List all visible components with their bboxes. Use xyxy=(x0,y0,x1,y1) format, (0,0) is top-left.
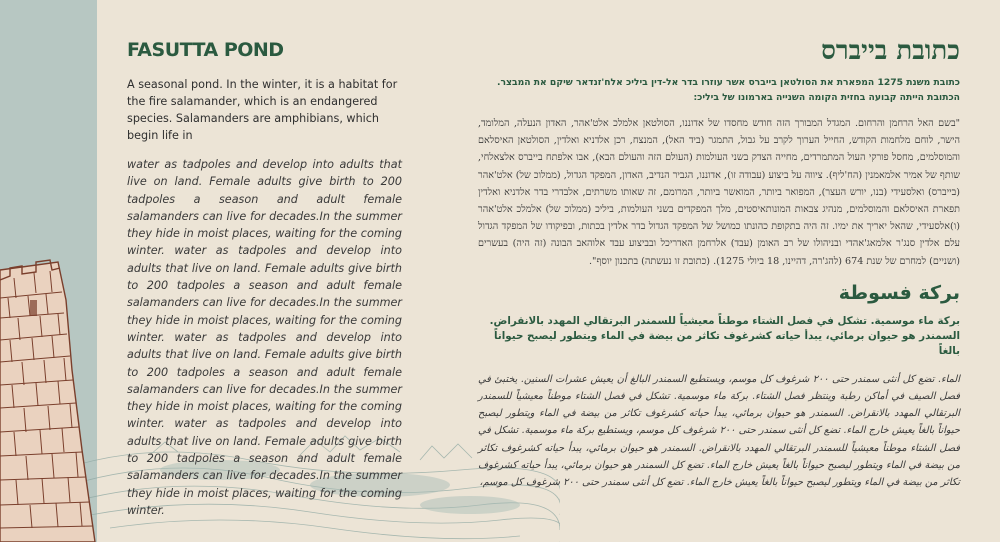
english-column xyxy=(127,38,402,519)
hebrew-lead-paragraph: כתובת משנת 1275 המפארת את הסולטאן בייברס אשר עוזרו בדר אל-דין ביליכ אלח'זנדאר שיקם את המבצר. הכתובת הייתה קבועה בחזית הקומה השנייה בארמונו של ביליכ: xyxy=(496,77,960,103)
english-body-paragraph: water as tadpoles and develop into adults that live on land. Female adults give birth to 200 tadpoles a season and adult female salamanders can live for decades.In the summer they hide in moist places, waiting for the coming winter. water as tadpoles and develop into adults that live on land. Female adults give birth to 200 tadpoles a season and adult female salamanders can live for decades.In the summer they hide in moist places, waiting for the coming winter. water as tadpoles and develop into adults that live on land. Female adults give birth to 200 tadpoles a season and adult female salamanders can live for decades.In the summer they hide in moist places, waiting for the coming winter. water as tadpoles and develop into adults that live on land. Female adults give birth to 200 tadpoles a season and adult female salamanders can live for decades.In the summer they hide in moist places, waiting for the coming winter. xyxy=(127,158,402,517)
arabic-body-paragraph: الماء. تضع كل أنثى سمندر حتى ٢٠٠ شرغوف كل موسم، ويستطيع السمندر البالغ أن يعيش عشرات السنين. يختبئ في فصل الصيف في أماكن رطبة وينتظر فصل الشتاء. بركة ماء موسمية. تشكل في فصل الشتاء موطناً معيشياً للسمندر البرتقالي المهدد بالانقراض. السمندر هو حيوان برمائي، يبدأ حياته كشرغوف تكاثر من بيضة في الماء ويتطور ليصبح حيواناً بالغاً يعيش خارج الماء. تضع كل أنثى سمندر حتى ٢٠٠ شرغوف كل موسم، ويستطيع بركة ماء موسمية. تشكل في فصل الشتاء موطناً معيشياً للسمندر البرتقالي المهدد بالانقراض. السمندر هو حيوان برمائي، يبدأ حياته كشرغوف تكاثر من بيضة في الماء ويتطور ليصبح حيواناً بالغاً يعيش خارج الماء. تضع كل السمندر هو حيوان برمائي، يبدأ حياته كشرغوف تكاثر من بيضة في الماء ويتطور ليصبح حيواناً بالغاً يعيش خارج الماء. تضع كل أنثى سمندر حتى ٢٠٠ شرغوف كل موسم، xyxy=(478,373,960,489)
english-title: FASUTTA POND xyxy=(127,39,284,61)
arabic-title: بركة فسوطة xyxy=(838,281,960,304)
hebrew-title: כתובת בייברס xyxy=(821,36,960,66)
hebrew-arabic-column xyxy=(478,36,960,491)
english-lead-paragraph: A seasonal pond. In the winter, it is a habitat for the fire salamander, which is an endangered species. Salamanders are amphibians, which begin life in xyxy=(127,78,398,142)
arabic-lead-paragraph: بركة ماء موسمية. تشكل في فصل الشتاء موطناً معيشياً للسمندر البرتقالي المهدد بالانقراض. السمندر هو حيوان برمائي، يبدأ حياته كشرغوف تكاثر من بيضة في الماء ويتطور ليصبح حيواناً بالغاً xyxy=(489,314,960,357)
hebrew-body-paragraph: "בשם האל הרחמן והרחום. המגדל המבורך הזה חודש מחסדו של אדוננו, הסולטאן אלמלכ אלט'אהר, האדון הנעלה, המלומד, הישר, לוחם מלחמות הקודש, החייל הערוך לקרב על גבול, התמגר (ביד האל), המנצח, רכן אלדניא ואלדין, הסולטאן האיסלאם והמוסלמים, מחסל פורקי העול המתמרדים, מחייה הצדק בשני העולמות (העולם הזה והעולם הבא), אבו אלפתח בייברס אלצאלחי, שותף של אמיר אלמאמנין (הח'ליף). ציווה על ביצוע (עבודה זו), אדוננו, הגביר הנדיב, האדון, המפקד הגדול, (ממלוכ של) אלט'אהר (בייברס) ואלסעידי (בנו, יורש העצר), המפואר ביותר, המואשר ביותר, המרומם, זה שאותו משרתים, אלבדרי בדר אלדניא ואלדין תפארת האיסלאם והמוסלמים, מנהיג צבאות המונותאיסטים, מלך המפקדים בשני העולמות, ביליכ (ממלוכ של) אלמלכ אלט'אהר (ו)אלסעידי, שהאל יאריך את ימיו. זה היה בתקופת כהונתו כמושל של המפקד הגדול בדר אלדין בכתות, ובפיקודו של המפקד הגדול עלם אלדין סנג'ר אלמאג'אהדי ובניהולו של רב האומן (עבד) אלרחמן האדריכל ובביצוע עבד אלוהאב הבונה (זה היה) בעשרים (ושניים) למחרם של שנת 674 (להג'רה, דהיינו, 18 ביולי 1275). (כתובת זו נעשתה) בתכנון יוסף". xyxy=(478,118,960,267)
